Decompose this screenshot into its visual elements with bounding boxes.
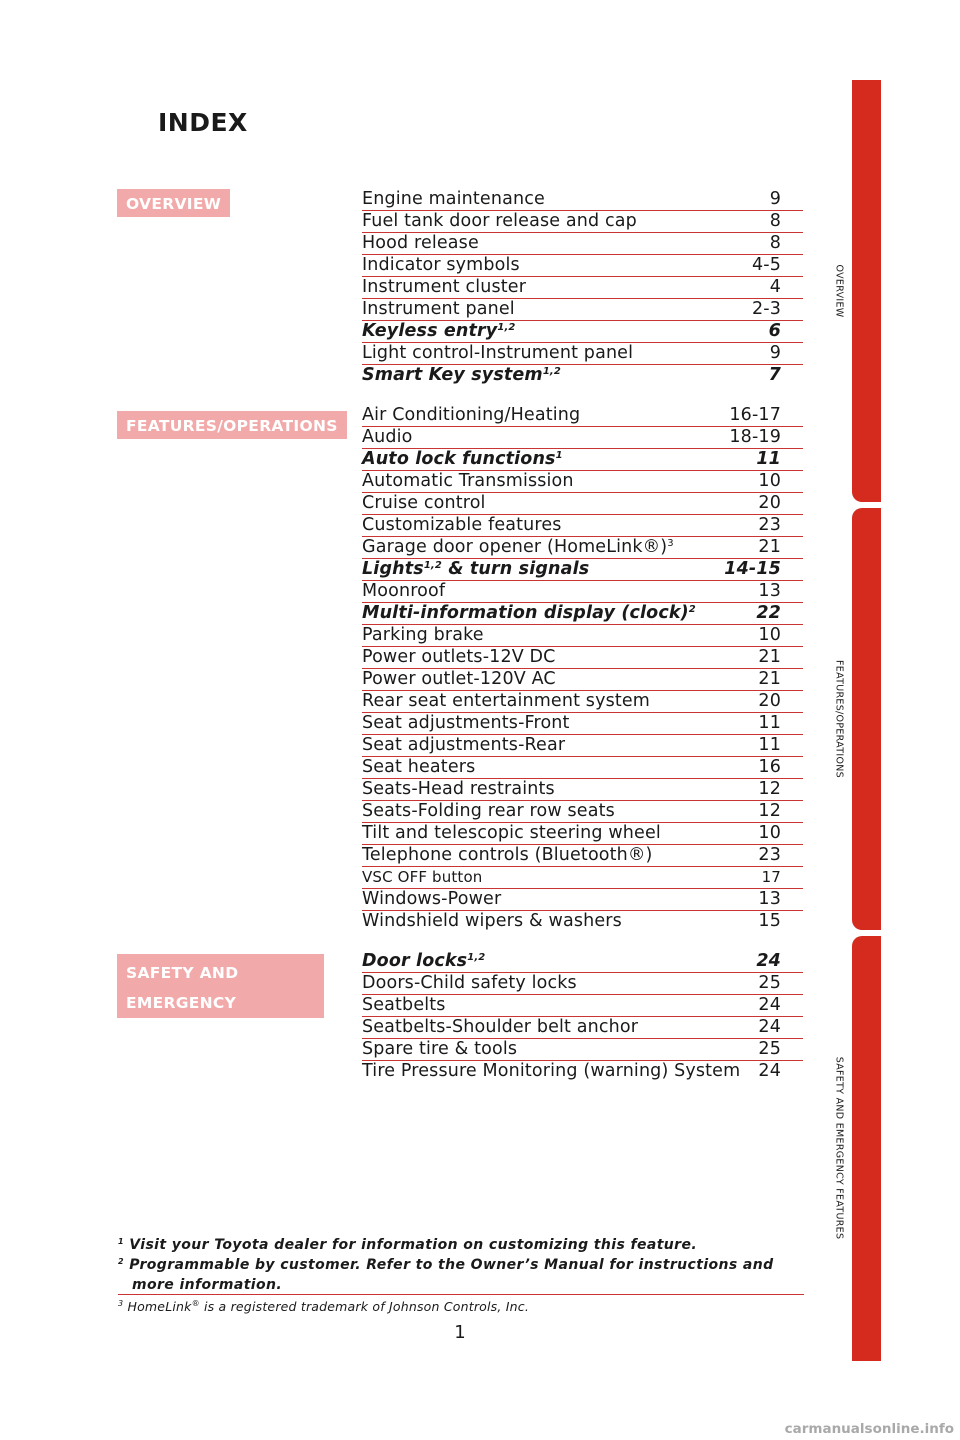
footnote-1-mark: 1 — [118, 1237, 124, 1246]
index-entry — [362, 801, 803, 823]
entry-text: Rear seat entertainment system — [362, 691, 650, 711]
entry-text: Moonroof — [362, 581, 446, 601]
entry-text: Indicator symbols — [362, 255, 520, 275]
entry-text: Hood release — [362, 233, 479, 253]
index-entry-page: 13 — [758, 889, 781, 909]
entry-text: Air Conditioning/Heating — [362, 405, 581, 425]
entry-text-continued: & turn signals — [442, 559, 590, 579]
side-tab-overview[interactable] — [852, 80, 881, 502]
entry-text: VSC OFF button — [362, 868, 483, 886]
index-entry-page: 7 — [768, 365, 781, 385]
entry-text: Spare tire & tools — [362, 1039, 518, 1059]
entry-text: Doors-Child safety locks — [362, 973, 577, 993]
entry-text: Lights — [362, 559, 424, 579]
entry-text: Auto lock functions — [362, 449, 556, 469]
entry-text: Power outlet-120V AC — [362, 669, 556, 689]
index-entry-page: 23 — [758, 515, 781, 535]
entry-text: Fuel tank door release and cap — [362, 211, 637, 231]
index-entry-page: 10 — [758, 823, 781, 843]
index-entry-label — [362, 951, 485, 972]
index-entry-page: 24 — [756, 951, 781, 971]
index-entry-label — [362, 449, 563, 470]
entry-text: Customizable features — [362, 515, 562, 535]
section-label-overview: OVERVIEW — [117, 189, 230, 217]
index-entry — [362, 845, 803, 867]
index-entry-label — [362, 299, 515, 320]
index-entry-page: 18-19 — [729, 427, 781, 447]
index-entry-page: 10 — [758, 625, 781, 645]
entry-text: Power outlets-12V DC — [362, 647, 556, 667]
index-entry-label — [362, 211, 637, 232]
index-entry-page: 8 — [769, 233, 781, 253]
index-entry — [362, 603, 803, 625]
entry-footnote-mark: 1 — [555, 450, 563, 461]
index-entry-page: 25 — [758, 973, 781, 993]
index-entry — [362, 1061, 803, 1083]
footnote-1 — [118, 1235, 808, 1255]
entry-footnote-mark: 1,2 — [497, 322, 516, 333]
index-entry-page: 8 — [769, 211, 781, 231]
index-entry-page: 24 — [758, 1017, 781, 1037]
index-entry-label — [362, 255, 520, 276]
index-entry — [362, 255, 803, 277]
index-entry — [362, 951, 803, 973]
index-entry-page: 24 — [758, 995, 781, 1015]
index-entry-label — [362, 343, 633, 364]
entry-footnote-mark: 1,2 — [467, 952, 486, 963]
index-entry-label — [362, 823, 661, 844]
index-entry-label — [362, 845, 653, 866]
index-entry-page: 25 — [758, 1039, 781, 1059]
index-entry — [362, 713, 803, 735]
index-entry — [362, 449, 803, 471]
index-entry — [362, 757, 803, 779]
index-entry-label — [362, 713, 570, 734]
entry-text: Seat heaters — [362, 757, 476, 777]
index-entry-page: 20 — [758, 691, 781, 711]
index-entry-label — [362, 1039, 517, 1060]
index-entry-page: 10 — [758, 471, 781, 491]
footnote-2-text-line1: Programmable by customer. Refer to the Owner’s Manual for instructions and — [129, 1257, 774, 1273]
index-entry — [362, 211, 803, 233]
index-entry-page: 11 — [756, 449, 781, 469]
index-entry — [362, 691, 803, 713]
index-entry-page: 15 — [758, 911, 781, 931]
index-entry-label — [362, 973, 577, 994]
side-tab-text-features: FEATURES/OPERATIONS — [833, 660, 845, 778]
index-entry-label — [362, 581, 445, 602]
footnote-3-mark: 3 — [118, 1299, 124, 1308]
index-entry — [362, 189, 803, 211]
index-entry — [362, 233, 803, 255]
index-entry — [362, 365, 803, 387]
index-entry-page: 14-15 — [724, 559, 781, 579]
index-entry-page: 16-17 — [729, 405, 781, 425]
footnote-divider — [118, 1294, 804, 1295]
index-entry — [362, 427, 803, 449]
index-entry — [362, 647, 803, 669]
entry-footnote-mark: 1,2 — [423, 560, 442, 571]
index-entry-page: 20 — [758, 493, 781, 513]
entry-text: Smart Key system — [362, 365, 543, 385]
safety-entries — [362, 951, 803, 1083]
index-entry-page: 16 — [758, 757, 781, 777]
index-entry — [362, 669, 803, 691]
entry-text: Audio — [362, 427, 413, 447]
side-tab-safety[interactable] — [852, 936, 881, 1361]
index-entry-page: 9 — [769, 343, 781, 363]
entry-text: Keyless entry — [362, 321, 498, 341]
entry-text: Seat adjustments-Front — [362, 713, 570, 733]
index-entry-label — [362, 405, 580, 426]
entry-text: Multi-information display (clock) — [362, 603, 689, 623]
entry-text: Instrument cluster — [362, 277, 527, 297]
index-entry-label — [362, 911, 622, 933]
index-entry-page: 13 — [758, 581, 781, 601]
index-entry — [362, 823, 803, 845]
index-entry-label — [362, 735, 565, 756]
entry-text: Seatbelts — [362, 995, 446, 1015]
index-entry-label — [362, 867, 482, 888]
side-tab-text-overview: OVERVIEW — [833, 264, 845, 318]
index-entry-label — [362, 757, 475, 778]
entry-text: Tilt and telescopic steering wheel — [362, 823, 661, 843]
footnote-3-text-b: is a registered trademark of Johnson Controls, Inc. — [199, 1299, 529, 1314]
index-entry — [362, 277, 803, 299]
index-entry — [362, 559, 803, 581]
index-entry — [362, 1039, 803, 1061]
index-entry-label — [362, 471, 574, 492]
entry-text: Cruise control — [362, 493, 486, 513]
entry-text: Tire Pressure Monitoring (warning) System — [362, 1061, 741, 1081]
index-entry-label — [362, 515, 562, 536]
entry-text: Engine maintenance — [362, 189, 545, 209]
index-entry — [362, 973, 803, 995]
watermark[interactable] — [760, 1418, 960, 1440]
index-entry-label — [362, 801, 615, 822]
entry-text: Garage door opener (HomeLink®) — [362, 537, 668, 557]
index-entry — [362, 493, 803, 515]
index-entry-label — [362, 647, 556, 668]
page-title: INDEX — [158, 108, 248, 137]
index-entry — [362, 537, 803, 559]
index-entry-page: 11 — [758, 713, 781, 733]
section-label-safety-line1: SAFETY AND — [126, 964, 239, 982]
index-entry-label — [362, 625, 484, 646]
index-entry-label — [362, 889, 501, 910]
entry-text: Instrument panel — [362, 299, 515, 319]
index-entry-page: 9 — [769, 189, 781, 209]
entry-text: Parking brake — [362, 625, 484, 645]
index-entry — [362, 779, 803, 801]
index-entry-page: 4-5 — [751, 255, 781, 275]
index-entry — [362, 515, 803, 537]
index-entry-label — [362, 277, 526, 298]
index-entry — [362, 405, 803, 427]
index-entry-page: 2-3 — [751, 299, 781, 319]
footnote-2-continuation: more information. — [132, 1277, 283, 1293]
side-tab-features[interactable] — [852, 508, 881, 930]
index-entry-label — [362, 691, 650, 712]
features-entries — [362, 405, 803, 933]
footnote-2 — [118, 1255, 808, 1275]
entry-text: Automatic Transmission — [362, 471, 574, 491]
section-label-features: FEATURES/OPERATIONS — [117, 411, 347, 439]
side-tab-text-safety: SAFETY AND EMERGENCY FEATURES — [833, 1056, 845, 1240]
index-entry-page: 21 — [758, 647, 781, 667]
index-entry — [362, 889, 803, 911]
index-entry — [362, 343, 803, 365]
index-entry-page: 4 — [769, 277, 781, 297]
index-entry-page: 17 — [761, 868, 781, 886]
watermark-text[interactable]: carmanualsonline.info — [784, 1421, 954, 1437]
index-entry — [362, 1017, 803, 1039]
entry-text: Windshield wipers & washers — [362, 911, 622, 931]
footnote-3-text-a: HomeLink — [127, 1299, 192, 1314]
index-entry-label — [362, 995, 446, 1016]
index-entry-label — [362, 1061, 740, 1083]
entry-text: Seats-Head restraints — [362, 779, 555, 799]
registered-mark: ® — [191, 1299, 200, 1308]
entry-text: Seat adjustments-Rear — [362, 735, 566, 755]
footnote-1-text: Visit your Toyota dealer for information on customizing this feature. — [129, 1237, 698, 1253]
index-entry-page: 6 — [768, 321, 781, 341]
index-entry-page: 21 — [758, 537, 781, 557]
index-entry-page: 22 — [756, 603, 781, 623]
index-entry — [362, 995, 803, 1017]
index-entry-label — [362, 779, 555, 800]
index-entry-label — [362, 493, 486, 514]
index-entry — [362, 581, 803, 603]
entry-text: Seats-Folding rear row seats — [362, 801, 615, 821]
index-entry-label — [362, 559, 589, 580]
index-entry-page: 24 — [758, 1061, 781, 1081]
entry-text: Door locks — [362, 951, 468, 971]
entry-text: Telephone controls (Bluetooth®) — [362, 845, 653, 865]
index-entry — [362, 471, 803, 493]
index-entry — [362, 625, 803, 647]
entry-text: Windows-Power — [362, 889, 502, 909]
index-entry-label — [362, 537, 674, 558]
index-entry — [362, 321, 803, 343]
section-label-safety — [117, 954, 324, 1042]
index-entry-page: 21 — [758, 669, 781, 689]
entry-footnote-mark: 3 — [667, 538, 674, 549]
index-entry-label — [362, 427, 413, 448]
section-label-safety-line2: EMERGENCY FEATURES — [126, 994, 237, 1042]
index-entry-label — [362, 1017, 638, 1038]
index-entry-label — [362, 603, 696, 624]
entry-footnote-mark: 1,2 — [542, 366, 561, 377]
footnote-2-mark: 2 — [118, 1257, 124, 1266]
index-entry-label — [362, 233, 479, 254]
index-entry-page: 12 — [758, 779, 781, 799]
index-entry — [362, 867, 803, 889]
index-entry-label — [362, 669, 556, 690]
index-entry-page: 12 — [758, 801, 781, 821]
overview-entries — [362, 189, 803, 387]
index-entry — [362, 299, 803, 321]
footnotes — [118, 1235, 808, 1295]
index-entry-label — [362, 365, 561, 387]
footnote-3 — [118, 1299, 529, 1314]
index-entry-page: 23 — [758, 845, 781, 865]
entry-text: Seatbelts-Shoulder belt anchor — [362, 1017, 639, 1037]
index-entry-label — [362, 189, 545, 210]
index-entry — [362, 911, 803, 933]
entry-text: Light control-Instrument panel — [362, 343, 634, 363]
entry-footnote-mark: 2 — [688, 604, 696, 615]
page-number: 1 — [454, 1322, 466, 1343]
index-entry-page: 11 — [758, 735, 781, 755]
index-entry — [362, 735, 803, 757]
index-entry-label — [362, 321, 516, 342]
